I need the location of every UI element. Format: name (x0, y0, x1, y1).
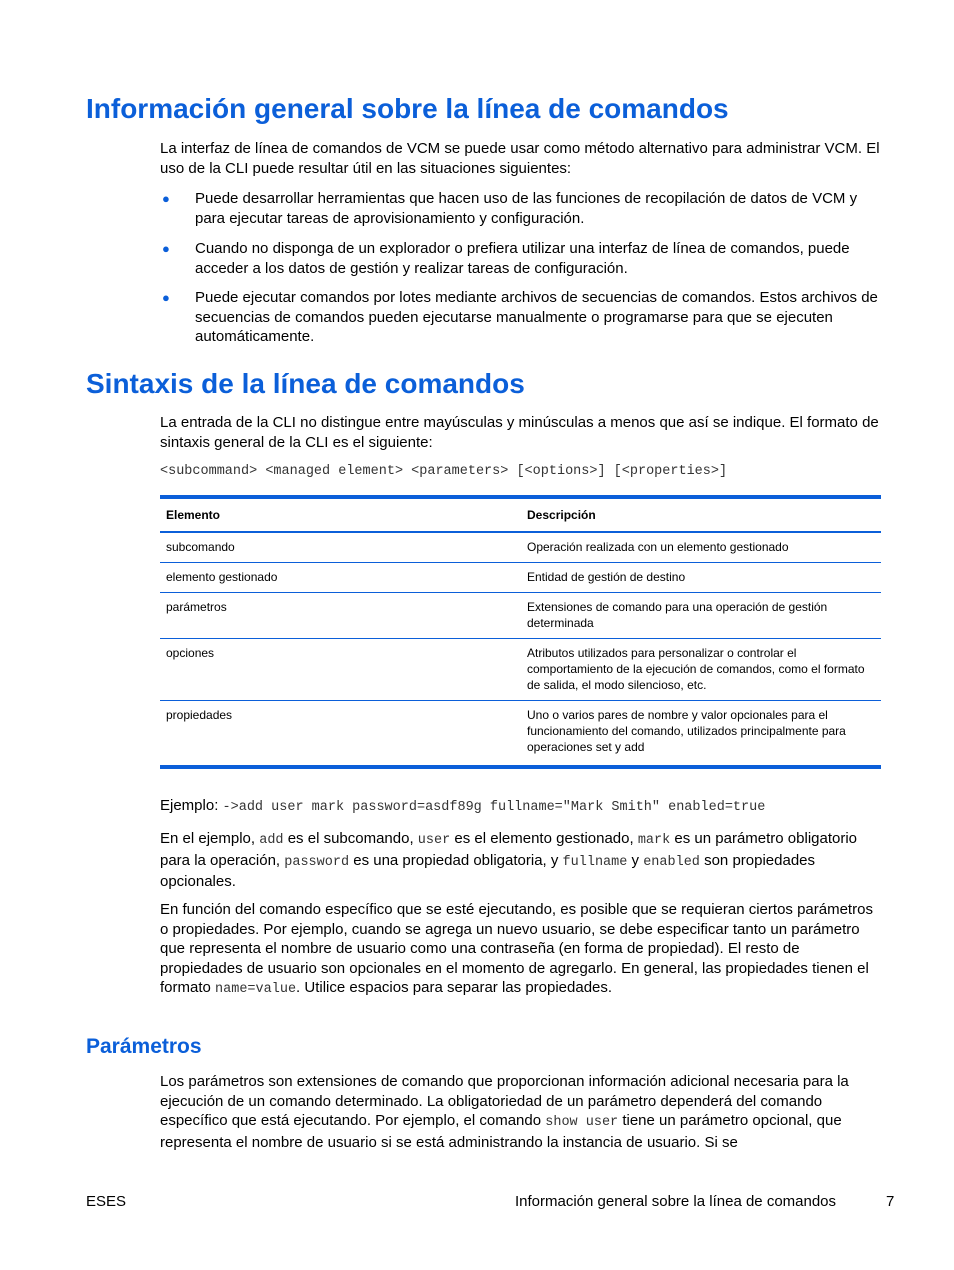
section-heading-parameters: Parámetros (86, 1035, 202, 1058)
table-row (160, 639, 881, 701)
table-cell: elemento gestionado (160, 563, 521, 593)
table-row (160, 532, 881, 563)
list-item (160, 288, 885, 347)
text-run: son propiedades opcionales. (160, 851, 816, 890)
code-mark: mark (637, 833, 671, 848)
code-user: user (417, 833, 451, 848)
example-line (160, 796, 885, 818)
list-item-text: Puede ejecutar comandos por lotes mediante archivos de secuencias de comandos. Estos archivos de secuencias de comandos pueden ejecutarse manualmente o programarse para que se ejecuten automáticamente. (195, 289, 878, 345)
code-password: password (284, 854, 350, 870)
bullet-icon: ● (162, 241, 170, 256)
page-number: 7 (886, 1193, 895, 1210)
intro-paragraph: La interfaz de línea de comandos de VCM se puede usar como método alternativo para administrar VCM. El uso de la CLI puede resultar útil en las situaciones siguientes: (160, 140, 880, 177)
text-run: es el subcomando, (283, 830, 418, 847)
syntax-intro-paragraph: La entrada de la CLI no distingue entre mayúsculas y minúsculas a menos que así se indique. El formato de sintaxis general de la CLI es el siguiente: (160, 414, 879, 451)
column-header: Descripción (521, 497, 881, 532)
example-code: ->add user mark password=asdf89g fullname="Mark Smith" enabled=true (222, 800, 766, 815)
text-run: y (627, 851, 644, 869)
table-row (160, 563, 881, 593)
footer-title: Información general sobre la línea de comandos (515, 1193, 837, 1210)
example-explanation (160, 829, 885, 892)
table-cell: Uno o varios pares de nombre y valor opcionales para el funcionamiento del comando, utilizados principalmente para operaciones set y add (527, 708, 846, 754)
text-run: En función del comando específico que se esté ejecutando, es posible que se requieran ciertos parámetros o propiedades. Por ejemplo, cuando se agrega un nuevo usuario, se debe especificar tanto un parámetro que representa el nombre de usuario como una contraseña (en forma de propiedad). El resto de propiedades de usuario son opcionales en el momento de agregarlo. En general, las propiedades tienen el formato (160, 901, 873, 996)
cli-syntax-table (160, 495, 881, 769)
table-cell: opciones (160, 639, 521, 701)
properties-paragraph (160, 900, 885, 1000)
list-item (160, 189, 885, 228)
table-row (160, 701, 881, 768)
table-cell: propiedades (166, 708, 233, 722)
example-label: Ejemplo: (160, 797, 223, 814)
column-header: Elemento (160, 497, 521, 532)
table-cell: Entidad de gestión de destino (521, 563, 881, 593)
text-run: En el ejemplo, (160, 830, 260, 847)
list-item-text: Cuando no disponga de un explorador o prefiera utilizar una interfaz de línea de comandos, puede acceder a los datos de gestión y realizar tareas de configuración. (195, 240, 850, 277)
bullet-icon: ● (162, 290, 170, 305)
text-run: . Utilice espacios para separar las propiedades. (296, 979, 613, 996)
list-item-text: Puede desarrollar herramientas que hacen uso de las funciones de recopilación de datos de VCM y para ejecutar tareas de aprovisionamiento y configuración. (195, 190, 858, 227)
table-cell: Operación realizada con un elemento gestionado (521, 532, 881, 563)
table-cell: parámetros (160, 593, 521, 639)
text-run: tiene un parámetro opcional, que representa el nombre de usuario si se está administrando la instancia de usuario. Si se (160, 1112, 842, 1151)
text-run: es el elemento gestionado, (450, 830, 638, 847)
code-fullname: fullname (562, 854, 628, 870)
table-header-row (160, 497, 881, 532)
code-add: add (259, 833, 284, 848)
syntax-line: <subcommand> <managed element> <parameters> [<options>] [<properties>] (160, 464, 728, 479)
list-item (160, 239, 885, 278)
text-run: Los parámetros son extensiones de comando que proporcionan información adicional necesaria para la ejecución de un comando determinado. La obligatoriedad de un parámetro dependerá del comando específico que está ejecutando. Por ejemplo, el comando (160, 1073, 849, 1129)
text-run: es un parámetro obligatorio para la operación, (160, 830, 858, 869)
code-show-user: show user (545, 1115, 619, 1130)
footer-locale: ESES (86, 1193, 127, 1210)
table-cell: Extensiones de comando para una operación de gestión determinada (521, 593, 881, 639)
code-enabled: enabled (643, 854, 700, 870)
bullet-icon: ● (162, 191, 170, 206)
section-heading-syntax: Sintaxis de la línea de comandos (86, 368, 525, 399)
table-row (160, 593, 881, 639)
parameters-paragraph (160, 1072, 885, 1152)
page-title: Información general sobre la línea de comandos (86, 93, 729, 124)
code-name-value: name=value (215, 982, 297, 997)
table-cell: subcomando (160, 532, 521, 563)
table-cell: Atributos utilizados para personalizar o controlar el comportamiento de la ejecución de comandos, como el formato de salida, el modo silencioso, etc. (521, 639, 881, 701)
text-run: es una propiedad obligatoria, y (349, 851, 563, 869)
